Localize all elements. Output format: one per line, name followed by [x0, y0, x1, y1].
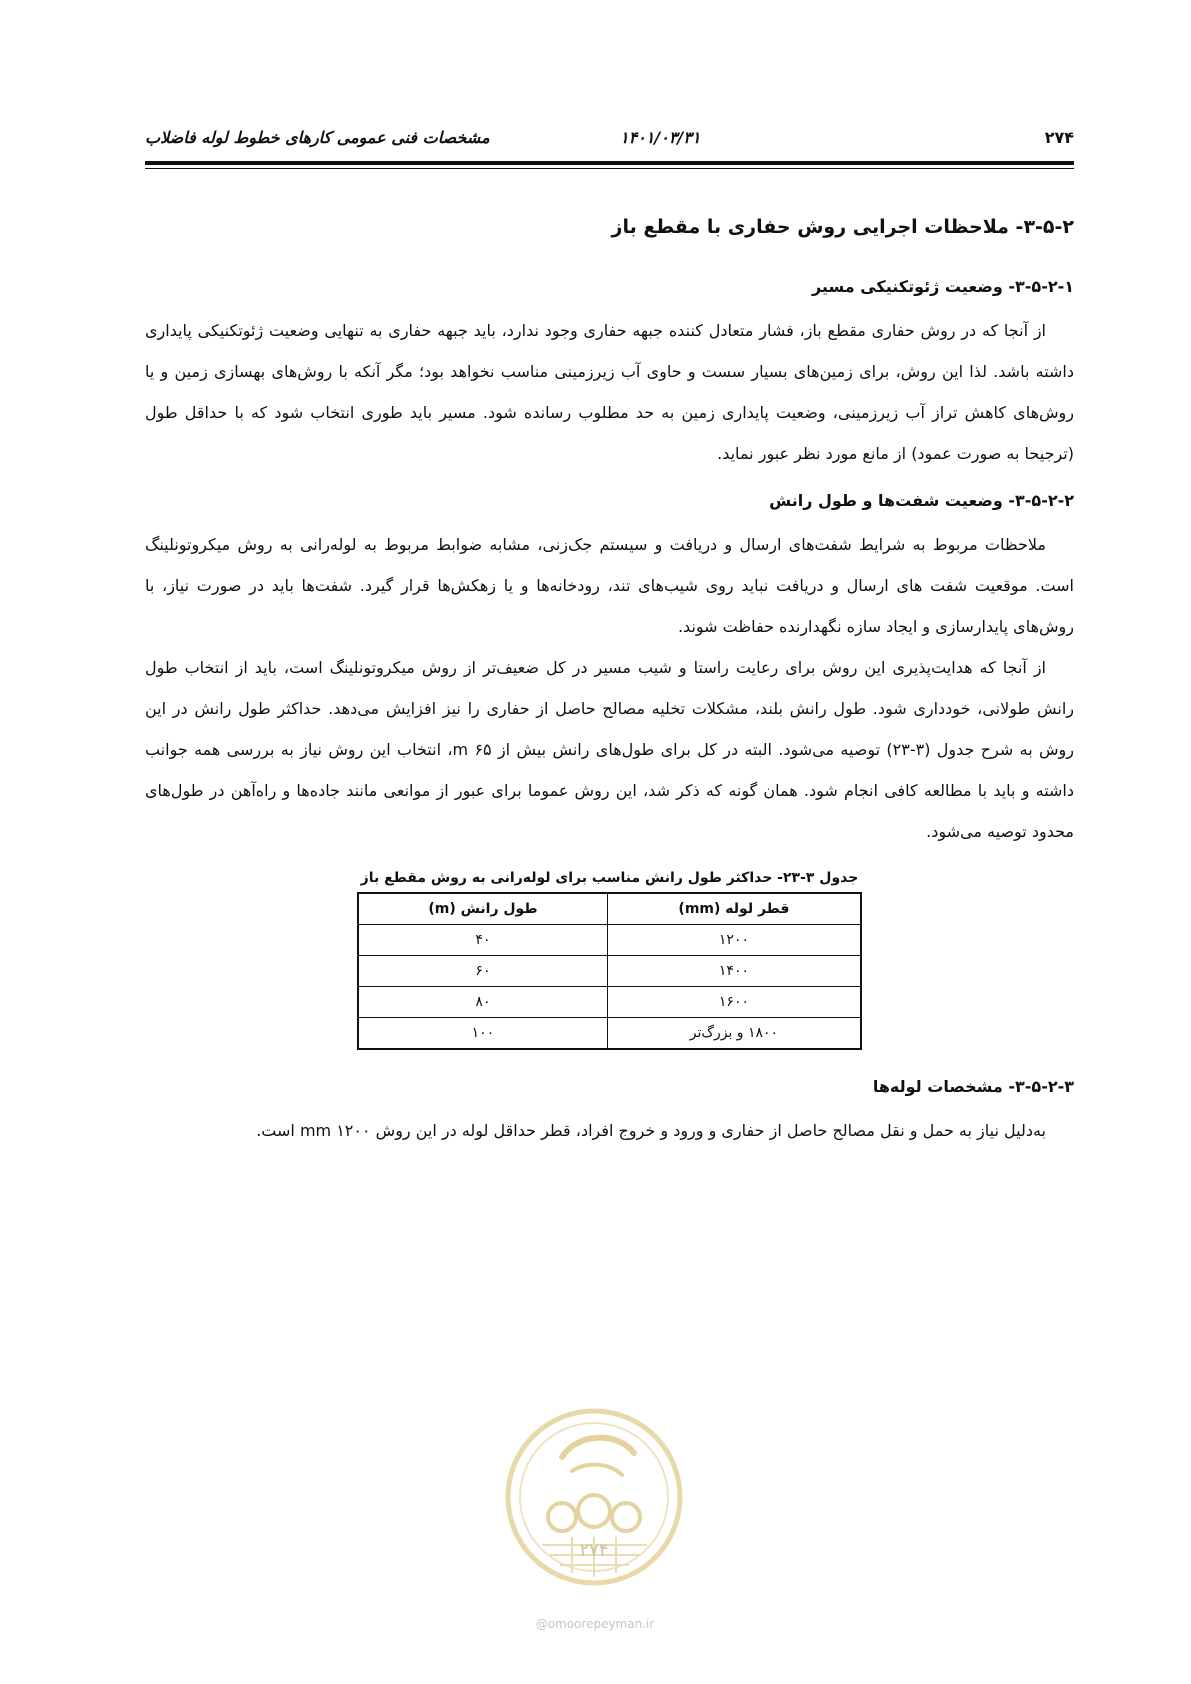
table-row: [358, 925, 861, 956]
table-cell: ۴۰: [358, 925, 607, 956]
table-cell: ۶۰: [358, 956, 607, 987]
table-cell: ۱۰۰: [358, 1018, 607, 1050]
paragraph: به‌دلیل نیاز به حمل و نقل مصالح حاصل از حفاری و ورود و خروج افراد، قطر حداقل لوله در این روش mm ۱۲۰۰ است.: [256, 1121, 1046, 1140]
publisher-seal-icon: [502, 1405, 687, 1590]
subsection-heading: ۳-۵-۲-۲- وضعیت شفت‌ها و طول رانش: [769, 491, 1074, 510]
table-row: [358, 987, 861, 1018]
table-header-row: [358, 893, 861, 925]
subsection-pipes: [145, 1070, 1074, 1151]
paragraph: از آنجا که در روش حفاری مقطع باز، فشار متعادل کننده جبهه حفاری وجود ندارد، باید جبهه حفاری به تنهایی وضعیت ژئوتکنیکی پایداری داشته باشد. لذا این روش، برای زمین‌های بسیار سست و حاوی آب زیرزمینی مناسب نخواهد بود؛ مگر آنکه با روش‌های بهسازی زمین و یا روش‌های کاهش تراز آب زیرزمینی، وضعیت پایداری زمین به حد مطلوب رسانده شود. مسیر باید طوری انتخاب شود که با حداقل طول (ترجیحا به صورت عمود) از مانع مورد نظر عبور نماید.: [145, 321, 1074, 463]
table-row: [358, 1018, 861, 1050]
header-title: مشخصات فنی عمومی کارهای خطوط لوله فاضلاب: [145, 128, 490, 147]
table-cell: ۸۰: [358, 987, 607, 1018]
table-cell: ۱۴۰۰: [607, 956, 861, 987]
header-rule-thick: [145, 161, 1074, 165]
header-rule-thin: [145, 168, 1074, 169]
section-heading: ۳-۵-۲- ملاحظات اجرایی روش حفاری با مقطع باز: [611, 216, 1074, 238]
table-cell: ۱۶۰۰: [607, 987, 861, 1018]
table-cell: ۱۲۰۰: [607, 925, 861, 956]
page-content: [145, 210, 1074, 1161]
header-date: ۱۴۰۱/۰۳/۳۱: [620, 128, 701, 147]
watermark-url: @omoorepeyman.ir: [535, 1617, 655, 1631]
header-page-number: ۲۷۴: [1044, 128, 1074, 147]
stamp-page-number: ۲۷۴: [579, 1540, 609, 1561]
paragraph: از آنجا که هدایت‌پذیری این روش برای رعایت راستا و شیب مسیر در کل ضعیف‌تر از روش میکروتونلینگ است، باید از انتخاب طول رانش طولانی، خودداری شود. طول رانش بلند، مشکلات تخلیه مصالح حاصل از حفاری را نیز افزایش می‌دهد. حداکثر طول رانش در این روش به شرح جدول (۳-۲۳) توصیه می‌شود. البته در کل برای طول‌های رانش بیش از ۶۵ m، انتخاب این روش نیاز به بررسی همه جوانب داشته و باید با مطالعه کافی انجام شود. همان گونه که ذکر شد، این روش عموما برای عبور از موانعی مانند جاده‌ها و راه‌آهن در طول‌های محدود توصیه می‌شود.: [145, 658, 1074, 841]
page-header: [145, 128, 1074, 152]
table-caption: جدول ۳-۲۳- حداکثر طول رانش مناسب برای لوله‌رانی به روش مقطع باز: [360, 870, 859, 886]
table-block: [357, 866, 862, 1050]
subsection-heading: ۳-۵-۲-۱- وضعیت ژئوتکنیکی مسیر: [811, 277, 1074, 296]
table-header-cell: طول رانش (m): [358, 893, 607, 925]
table-row: [358, 956, 861, 987]
table-cell: ۱۸۰۰ و بزرگ‌تر: [607, 1018, 861, 1050]
subsection-heading: ۳-۵-۲-۳- مشخصات لوله‌ها: [872, 1077, 1074, 1096]
subsection-geotechnical: [145, 270, 1074, 474]
table-header-cell: قطر لوله (mm): [607, 893, 861, 925]
subsection-shafts: [145, 484, 1074, 852]
push-length-table: [357, 892, 862, 1050]
paragraph: ملاحظات مربوط به شرایط شفت‌های ارسال و دریافت و سیستم جک‌زنی، مشابه ضوابط مربوط به لوله‌رانی به روش میکروتونلینگ است. موقعیت شفت های ارسال و دریافت نباید روی شیب‌های تند، رودخانه‌ها و یا زهکش‌ها قرار گیرد. شفت‌ها باید در صورت نیاز، با روش‌های پایدارسازی و ایجاد سازه نگهدارنده حفاظت شوند.: [145, 535, 1074, 636]
